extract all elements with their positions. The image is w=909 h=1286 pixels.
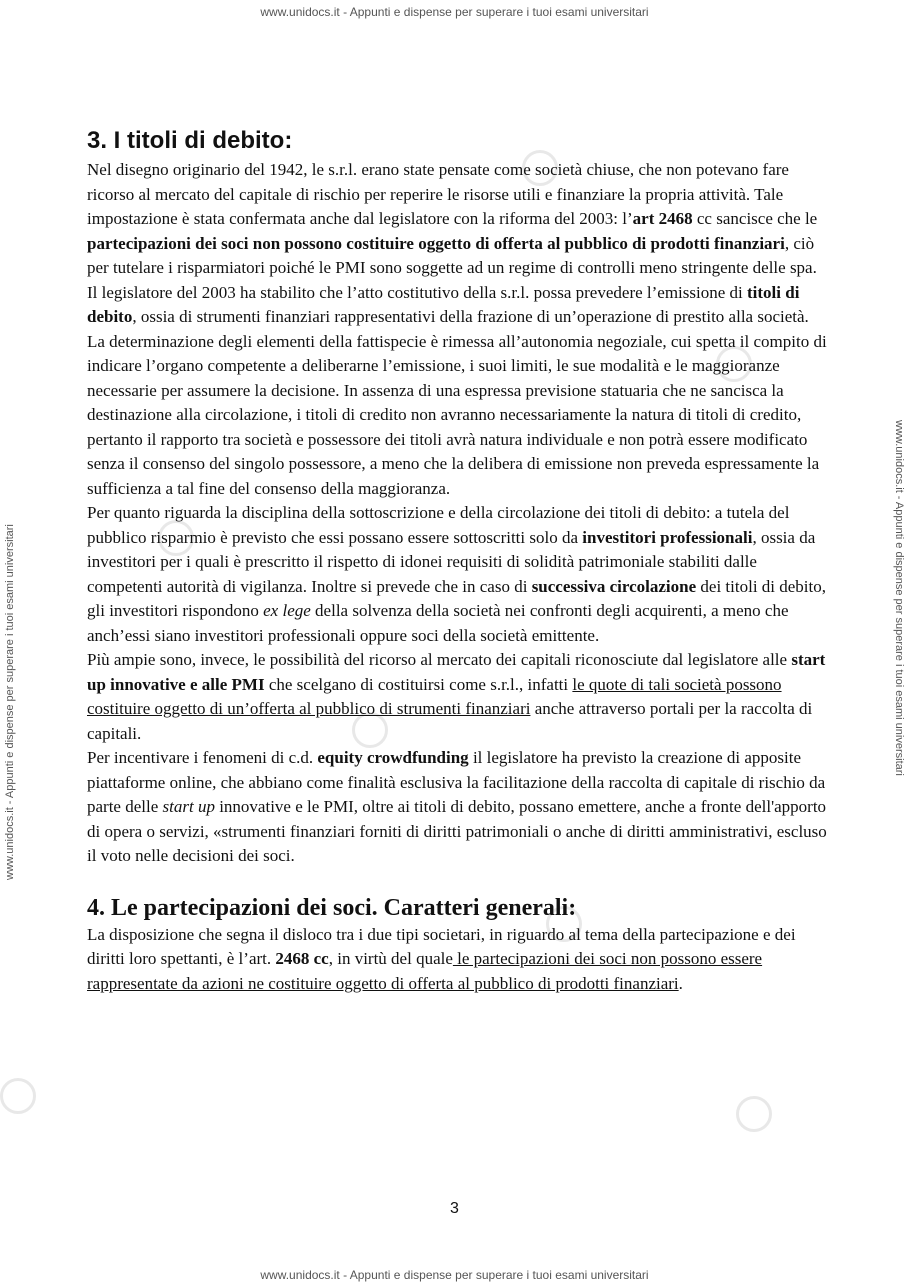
section-3-paragraph-3: La determinazione degli elementi della fattispecie è rimessa all’autonomia negoziale, cui spetta il compito di indicare l’organo competente a deliberarne l’emissione, i suoi limiti, le sue modalità e le maggioranze necessarie per assumere la decisione. In assenza di una espressa previsione statuaria che ne sancisca la destinazione alla circolazione, i titoli di credito non avranno necessariamente la natura di titoli di credito, pertanto il rapporto tra società e possessore dei titoli avrà natura individuale e non potrà essere modificato senza il consenso del singolo possessore, a meno che la delibera di emissione non preveda espressamente la sufficienza a tal fine del consenso della maggioranza. bbox=[87, 331, 827, 498]
watermark-bottom: www.unidocs.it - Appunti e dispense per superare i tuoi esami universitari bbox=[260, 1268, 649, 1282]
section-3-title: 3. I titoli di debito: bbox=[87, 127, 293, 154]
section-4-title: 4. Le partecipazioni dei soci. Caratteri generali: bbox=[87, 894, 577, 921]
watermark-top: www.unidocs.it - Appunti e dispense per superare i tuoi esami universitari bbox=[260, 5, 649, 19]
page-number: 3 bbox=[450, 1200, 459, 1217]
watermark-side-left: www.unidocs.it - Appunti e dispense per superare i tuoi esami universitari bbox=[4, 524, 16, 880]
watermark-side-right: www.unidocs.it - Appunti e dispense per superare i tuoi esami universitari bbox=[893, 420, 905, 776]
section-3-paragraph-2: Il legislatore del 2003 ha stabilito che l’atto costitutivo della s.r.l. possa prevedere l’emissione di titoli di debito, ossia di strumenti finanziari rappresentativi della frazione di un’operazione di prestito alla società. bbox=[87, 282, 809, 326]
section-4-paragraph-1: La disposizione che segna il disloco tra i due tipi societari, in riguardo al tema della partecipazione e dei diritti loro spettanti, è l’art. 2468 cc, in virtù del quale le partecipazioni dei soci non possono essere rappresentate da azioni ne costituire oggetto di offerta al pubblico di prodotti finanziari. bbox=[87, 924, 796, 993]
section-3-paragraph-6: Per incentivare i fenomeni di c.d. equity crowdfunding il legislatore ha previsto la creazione di apposite piattaforme online, che abbiano come finalità esclusiva la facilitazione della raccolta di capitale di rischio da parte delle start up innovative e le PMI, oltre ai titoli di debito, possano emettere, anche a fronte dell'apporto di opera o servizi, «strumenti finanziari forniti di diritti patrimoniali o anche di diritti amministrativi, escluso il voto nelle decisioni dei soci. bbox=[87, 748, 827, 865]
section-3-paragraph-4: Per quanto riguarda la disciplina della sottoscrizione e della circolazione dei titoli di debito: a tutela del pubblico risparmio è previsto che essi possano essere sottoscritti solo da investitori professionali, ossia da investitori per i quali è prescritto il rispetto di idonei requisiti di solidità patrimoniale stabiliti dalle competenti autorità di vigilanza. Inoltre si prevede che in caso di successiva circolazione dei titoli di debito, gli investitori rispondono ex lege della solvenza della società nei confronti degli acquirenti, a meno che anch’essi siano investitori professionali oppure soci della società emittente. bbox=[87, 503, 827, 645]
section-3-paragraph-5: Più ampie sono, invece, le possibilità del ricorso al mercato dei capitali riconosciute dal legislatore alle start up innovative e alle PMI che scelgano di costituirsi come s.r.l., infatti le quote di tali società possono costituire oggetto di un’offerta al pubblico di strumenti finanziari anche attraverso portali per la raccolta di capitali. bbox=[87, 650, 826, 743]
document-body bbox=[87, 126, 827, 996]
watermark-logo-icon bbox=[0, 1078, 36, 1114]
section-3-paragraph-1: Nel disegno originario del 1942, le s.r.l. erano state pensate come società chiuse, che non potevano fare ricorso al mercato del capitale di rischio per reperire le risorse utili e finanziare la propria attività. Tale impostazione è stata confermata anche dal legislatore con la riforma del 2003: l’art 2468 cc sancisce che le partecipazioni dei soci non possono costituire oggetto di offerta al pubblico di prodotti finanziari, ciò per tutelare i risparmiatori poiché le PMI sono soggette ad un regime di controlli meno stringente delle spa. bbox=[87, 160, 818, 277]
watermark-logo-icon bbox=[736, 1096, 772, 1132]
